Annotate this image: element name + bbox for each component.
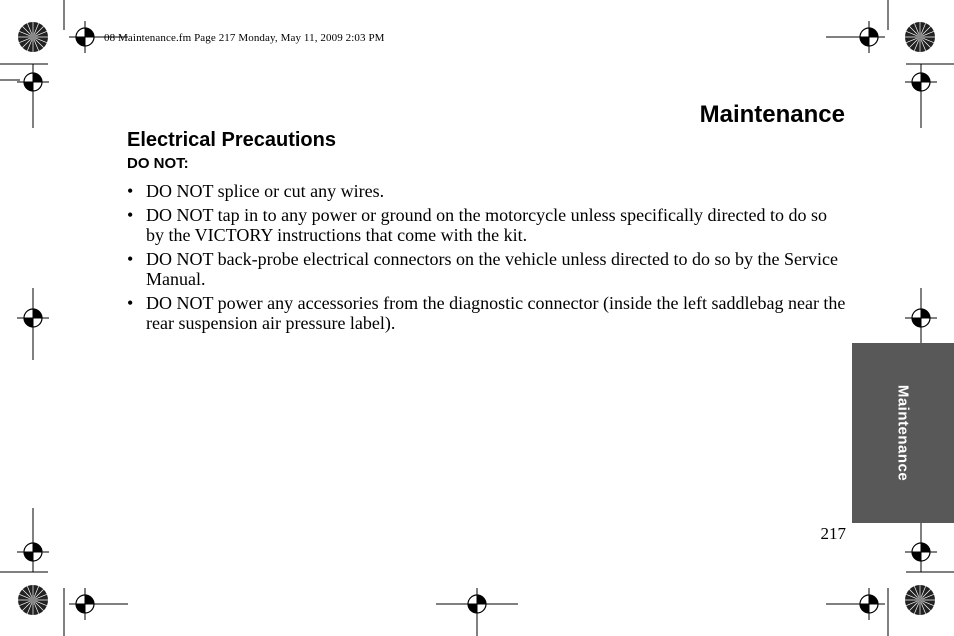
section-heading: Electrical Precautions [127, 129, 336, 151]
list-item [127, 181, 847, 201]
list-item [127, 205, 847, 245]
precaution-list [127, 181, 847, 337]
bullet-icon: • [127, 181, 134, 201]
list-item-text: DO NOT splice or cut any wires. [146, 181, 385, 201]
list-item [127, 249, 847, 289]
sub-heading: DO NOT: [127, 155, 189, 172]
list-item-text: DO NOT tap in to any power or ground on the motorcycle unless specifically directed to do so by the VICTORY instructions that come with the kit. [146, 205, 828, 245]
file-info-header: 08 Maintenance.fm Page 217 Monday, May 11, 2009 2:03 PM [104, 32, 385, 44]
bullet-icon: • [127, 205, 134, 225]
page-number: 217 [820, 524, 846, 543]
list-item [127, 293, 847, 333]
bullet-icon: • [127, 249, 134, 269]
side-tab [852, 343, 954, 523]
bullet-icon: • [127, 293, 134, 313]
chapter-title: Maintenance [699, 101, 845, 128]
list-item-text: DO NOT power any accessories from the diagnostic connector (inside the left saddlebag near the rear suspension air pressure label). [146, 293, 846, 333]
side-tab-label: Maintenance [894, 384, 912, 482]
list-item-text: DO NOT back-probe electrical connectors on the vehicle unless directed to do so by the Service Manual. [146, 249, 838, 289]
